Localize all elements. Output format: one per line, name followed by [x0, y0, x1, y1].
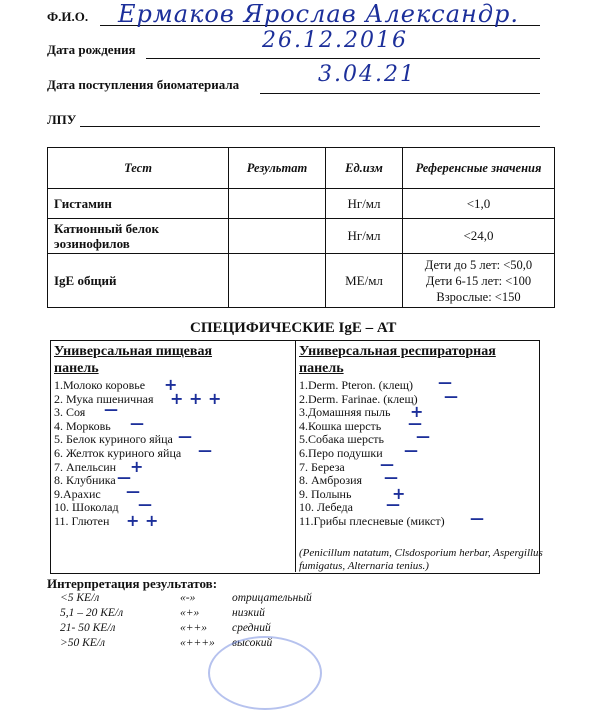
interpretation-sign: «-» [180, 592, 196, 604]
table-header-row [48, 148, 555, 189]
interpretation-sign: «+++» [180, 637, 215, 649]
resp-item: 2.Derm. Farinae. (клещ) [299, 391, 418, 406]
food-item: 4. Морковь [54, 418, 111, 433]
reference-line: Дети до 5 лет: <50,0 [424, 257, 533, 272]
biomaterial-value: 3.04.21 [318, 62, 416, 87]
reference-line: Взрослые: <150 [436, 289, 521, 304]
food-panel-heading-line1: Универсальная пищевая [54, 344, 213, 359]
food-item: 5. Белок куриного яйца [54, 432, 173, 447]
resp-item: 11.Грибы плесневые (микст) [299, 514, 445, 528]
resp-panel-heading-line1: Универсальная респираторная [299, 344, 496, 359]
fio-value: Ермаков Ярослав Александр. [118, 0, 520, 28]
resp-item: 1.Derm. Pteron. (клещ) [299, 378, 414, 392]
food-item: 6. Желток куриного яйца [54, 446, 182, 460]
test-unit: МЕ/мл [326, 254, 403, 308]
interpretation-meaning: средний [232, 622, 271, 634]
panel-divider [295, 340, 296, 572]
food-item-mark: — [138, 497, 152, 514]
interpretation-range: 21- 50 КЕ/л [60, 622, 116, 634]
food-item-mark: — [104, 402, 118, 419]
test-name: IgE общий [48, 254, 229, 308]
mold-note-line2: fumigatus, Alternaria tenius.) [299, 560, 429, 572]
food-panel-heading-line2: панель [54, 361, 99, 376]
interpretation-sign: «++» [180, 622, 208, 634]
food-item-mark: — [130, 415, 144, 432]
resp-item: 7. Береза [299, 459, 345, 474]
biomaterial-line [260, 93, 540, 94]
food-item: 11. Глютен [54, 514, 110, 528]
mold-note [299, 547, 543, 573]
test-reference: <1,0 [403, 189, 555, 219]
lpu-label: ЛПУ [47, 112, 77, 127]
food-item-mark: + + [126, 511, 159, 530]
results-table [47, 147, 555, 308]
food-item: 8. Клубника [54, 473, 116, 488]
resp-item-mark: — [416, 429, 430, 446]
test-result [229, 189, 326, 219]
biomaterial-label: Дата поступления биоматериала [47, 77, 240, 92]
test-reference: <24,0 [403, 219, 555, 254]
food-item: 9.Арахис [54, 486, 101, 501]
food-item: 10. Шоколад [54, 500, 119, 515]
resp-item-mark: — [386, 497, 400, 514]
resp-item: 3.Домашняя пыль [299, 405, 391, 420]
food-item-mark: + [130, 456, 144, 476]
resp-item: 5.Собака шерсть [299, 432, 385, 447]
table-row [48, 254, 555, 308]
resp-item-mark: + [392, 483, 406, 503]
interpretation-range: 5,1 – 20 КЕ/л [60, 607, 124, 619]
resp-item: 9. Полынь [299, 486, 352, 501]
resp-item: 6.Перо подушки [299, 446, 383, 460]
birth-value: 26.12.2016 [262, 28, 408, 53]
test-result [229, 219, 326, 254]
interpretation-title: Интерпретация результатов: [47, 576, 218, 591]
resp-item-mark: — [444, 388, 458, 405]
resp-item-mark: — [438, 375, 452, 391]
food-panel-heading [54, 343, 212, 377]
food-item: 7. Апельсин [54, 459, 117, 474]
specific-ige-title: СПЕЦИФИЧЕСКИЕ IgE – АТ [190, 320, 397, 336]
test-unit: Нг/мл [326, 189, 403, 219]
resp-item: 8. Амброзия [299, 473, 363, 488]
mold-note-line1: (Penicillum natatum, Clsdosporium herbar, Aspergillus [299, 547, 543, 559]
test-result [229, 254, 326, 308]
resp-item-mark: + [410, 402, 424, 422]
test-reference [403, 254, 555, 308]
table-row [48, 219, 555, 254]
resp-panel-heading [299, 343, 496, 377]
interpretation-sign: «+» [180, 607, 200, 619]
test-name: Гистамин [48, 189, 229, 219]
food-item-mark: — [198, 443, 212, 459]
test-name: Катионный белок эозинофилов [48, 219, 229, 254]
interpretation-range: >50 КЕ/л [60, 637, 106, 649]
food-item-mark: + [164, 375, 178, 394]
resp-item: 4.Кошка шерсть [299, 418, 382, 433]
resp-item-mark: — [408, 415, 422, 432]
food-item: 1.Молоко коровье [54, 378, 146, 392]
food-item-mark: — [126, 483, 140, 500]
test-unit: Нг/мл [326, 219, 403, 254]
table-row [48, 189, 555, 219]
reference-line: Дети 6-15 лет: <100 [425, 273, 532, 288]
header-result: Результат [229, 148, 326, 189]
resp-item-mark: — [380, 456, 394, 473]
birth-label: Дата рождения [47, 42, 136, 57]
resp-item-mark: — [470, 511, 484, 527]
resp-item-mark: — [404, 443, 418, 459]
food-item-mark: + + + [170, 388, 222, 408]
interpretation-meaning: отрицательный [232, 592, 312, 604]
interpretation-meaning: высокий [232, 637, 273, 649]
stamp [208, 636, 322, 710]
fio-label: Ф.И.О. [47, 9, 89, 24]
interpretation-range: <5 КЕ/л [60, 592, 100, 604]
lpu-line [80, 126, 540, 127]
food-item: 3. Соя [54, 405, 86, 420]
birth-line [146, 58, 540, 59]
header-reference: Референсные значения [403, 148, 555, 189]
header-unit: Ед.изм [326, 148, 403, 189]
resp-item: 10. Лебеда [299, 500, 353, 515]
interpretation-meaning: низкий [232, 607, 265, 619]
header-test: Тест [48, 148, 229, 189]
food-item-mark: — [178, 429, 192, 446]
food-item: 2. Мука пшеничная [54, 391, 154, 406]
resp-item-mark: — [384, 470, 398, 487]
food-item-mark: — [117, 470, 131, 487]
resp-panel-heading-line2: панель [299, 361, 344, 376]
